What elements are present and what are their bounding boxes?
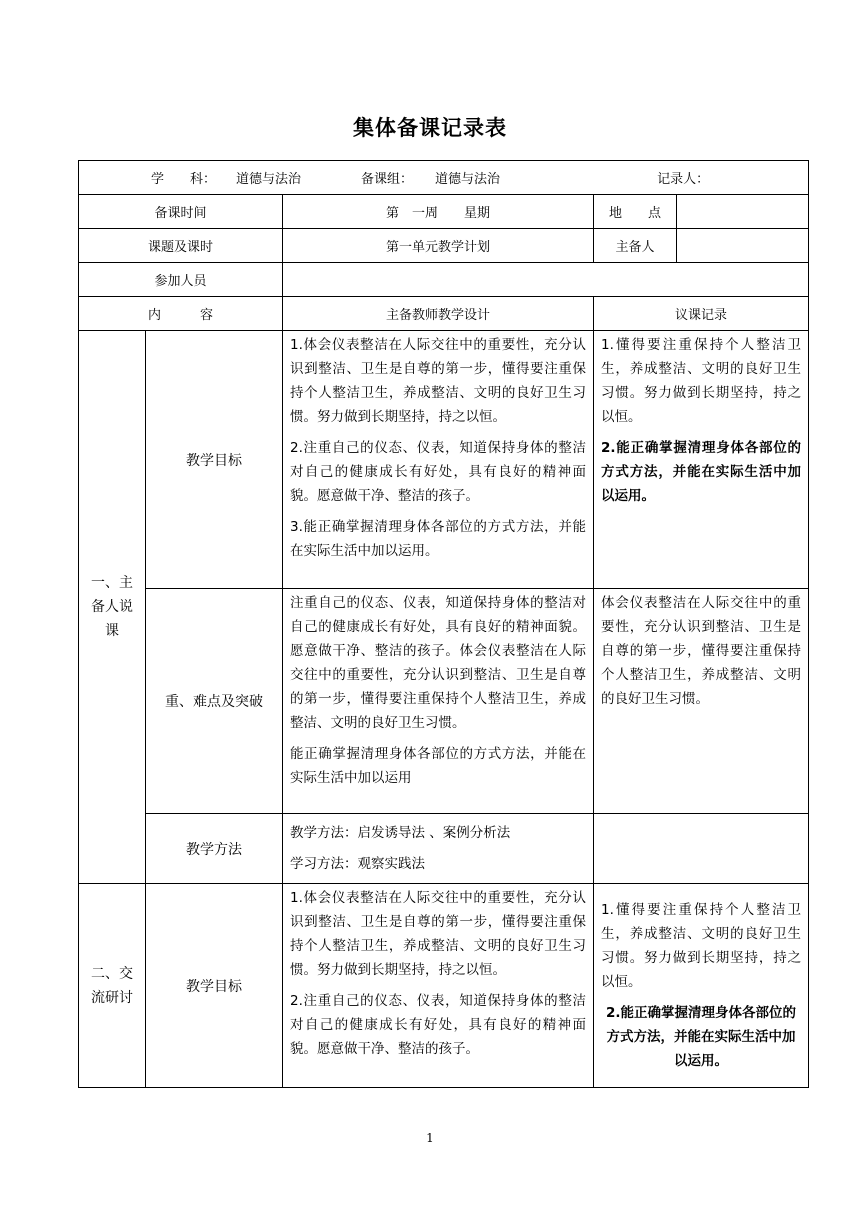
section1-keypoints-design: [283, 589, 594, 814]
topic-label: 课题及课时: [79, 229, 283, 263]
section2-label: 二、交流研讨: [79, 884, 146, 1088]
lesson-prep-table: [78, 160, 809, 1088]
goal-item: 2.注重自己的仪态、仪表，知道保持身体的整洁对自己的健康成长有好处，具有良好的精神面貌。愿意做干净、整洁的孩子。: [290, 993, 586, 1057]
section1-methods-design: [283, 814, 594, 884]
discussion-item: 1.懂得要注重保持个人整洁卫生，养成整洁、文明的良好卫生习惯。努力做到长期坚持，持之以恒。: [601, 337, 802, 425]
discussion-item: 1.懂得要注重保持个人整洁卫生，养成整洁、文明的良好卫生习惯。努力做到长期坚持，持之以恒。: [601, 902, 802, 990]
section1-methods-discussion[interactable]: [594, 814, 809, 884]
host-label: 主备人: [594, 229, 677, 263]
page-number: 1: [426, 1131, 434, 1145]
section2-goals-label: 教学目标: [146, 884, 283, 1088]
keypoint-item: 能正确掌握清理身体各部位的方式方法，并能在实际生活中加以运用: [290, 746, 586, 786]
section1-methods-label: 教学方法: [146, 814, 283, 884]
topic-value: 第一单元教学计划: [283, 229, 594, 263]
column-discussion: 议课记录: [594, 297, 809, 331]
time-label: 备课时间: [79, 195, 283, 229]
subject-value: 道德与法治: [236, 172, 302, 187]
place-label: 地 点: [594, 195, 677, 229]
section1-keypoints-row: [79, 589, 809, 814]
time-value: 第 一周 星期: [283, 195, 594, 229]
section1-goals-row: [79, 331, 809, 589]
goal-item: 1.体会仪表整洁在人际交往中的重要性，充分认识到整洁、卫生是自尊的第一步，懂得要注重保持个人整洁卫生，养成整洁、文明的良好卫生习惯。努力做到长期坚持，持之以恒。: [290, 890, 586, 978]
goal-item: 3.能正确掌握清理身体各部位的方式方法，并能在实际生活中加以运用。: [290, 519, 586, 559]
subject-label: 学 科：: [151, 172, 217, 187]
host-value[interactable]: [677, 229, 809, 263]
section1-keypoints-discussion: 体会仪表整洁在人际交往中的重要性，充分认识到整洁、卫生是自尊的第一步，懂得要注重保持个人整洁卫生，养成整洁、文明的良好卫生习惯。: [594, 589, 809, 814]
section2-goals-row: [79, 884, 809, 1088]
section1-goals-design: [283, 331, 594, 589]
section1-label: 一、主备人说课: [79, 331, 146, 884]
method-item: 学习方法：观察实践法: [290, 856, 425, 872]
section1-methods-row: [79, 814, 809, 884]
method-item: 教学方法：启发诱导法 、案例分析法: [290, 825, 511, 841]
time-row: [79, 195, 809, 229]
participants-label: 参加人员: [79, 263, 283, 297]
recorder-label: 记录人：: [657, 172, 710, 187]
topic-row: [79, 229, 809, 263]
column-design: 主备教师教学设计: [283, 297, 594, 331]
section2-goals-discussion: [594, 884, 809, 1088]
discussion-item: 2.能正确掌握清理身体各部位的方式方法，并能在实际生活中加以运用。: [606, 1005, 797, 1069]
group-value: 道德与法治: [435, 172, 501, 187]
goal-item: 2.注重自己的仪态、仪表，知道保持身体的整洁对自己的健康成长有好处，具有良好的精神面貌。愿意做干净、整洁的孩子。: [290, 440, 586, 504]
page-title: 集体备课记录表: [353, 116, 507, 140]
section1-goals-label: 教学目标: [146, 331, 283, 589]
discussion-item: 2.能正确掌握清理身体各部位的方式方法，并能在实际生活中加以运用。: [601, 440, 802, 504]
keypoint-item: 注重自己的仪态、仪表，知道保持身体的整洁对自己的健康成长有好处，具有良好的精神面貌。愿意做干净、整洁的孩子。体会仪表整洁在人际交往中的重要性，充分认识到整洁、卫生是自尊的第一步，懂得要注重保持个人整洁卫生，养成整洁、文明的良好卫生习惯。: [290, 595, 586, 731]
place-value[interactable]: [677, 195, 809, 229]
goal-item: 1.体会仪表整洁在人际交往中的重要性，充分认识到整洁、卫生是自尊的第一步，懂得要注重保持个人整洁卫生，养成整洁、文明的良好卫生习惯。努力做到长期坚持，持之以恒。: [290, 337, 586, 425]
section1-goals-discussion: [594, 331, 809, 589]
participants-row: [79, 263, 809, 297]
header-cell: [79, 161, 809, 195]
header-row: [79, 161, 809, 195]
participants-value[interactable]: [283, 263, 809, 297]
column-content: 内 容: [79, 297, 283, 331]
group-label: 备课组：: [361, 172, 414, 187]
column-header-row: [79, 297, 809, 331]
section1-keypoints-label: 重、难点及突破: [146, 589, 283, 814]
section2-goals-design: [283, 884, 594, 1088]
